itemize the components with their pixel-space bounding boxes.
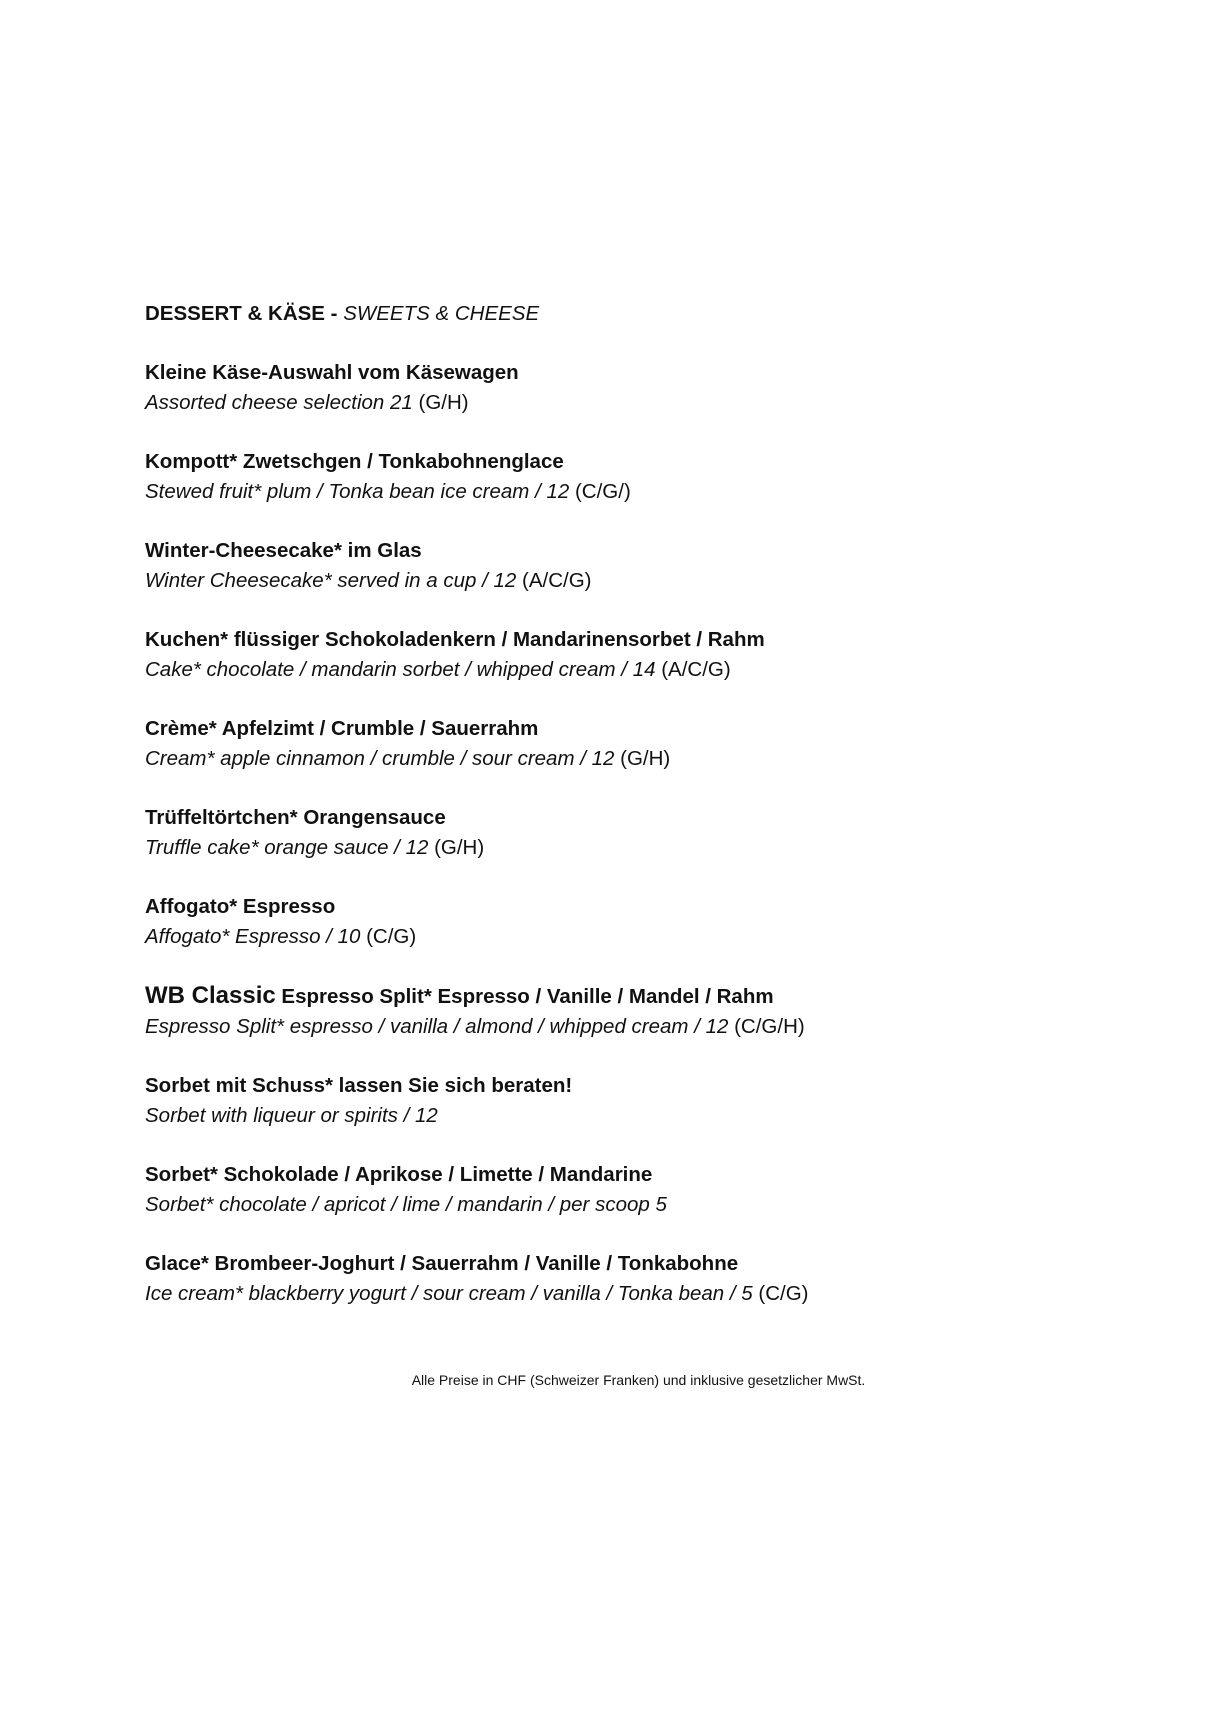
item-title-german: Sorbet mit Schuss* lassen Sie sich beraten!: [145, 1074, 573, 1097]
item-description-text: Sorbet with liqueur or spirits / 12: [145, 1104, 438, 1127]
item-title-text: Espresso Split* Espresso / Vanille / Mandel / Rahm: [275, 985, 774, 1008]
item-allergens: (C/G/H): [728, 1015, 805, 1038]
item-description-english: [145, 388, 1145, 418]
menu-item: [145, 714, 1145, 774]
item-allergens: (A/C/G): [516, 569, 592, 592]
item-title-german: Crème* Apfelzimt / Crumble / Sauerrahm: [145, 717, 539, 740]
item-description-text: Affogato* Espresso / 10: [145, 925, 361, 948]
menu-item: [145, 1160, 1145, 1220]
item-description-english: [145, 744, 1145, 774]
menu-item-classic: [145, 981, 1145, 1042]
item-description-english: [145, 1279, 1145, 1309]
item-title-german: Affogato* Espresso: [145, 895, 336, 918]
item-allergens: (A/C/G): [655, 658, 731, 681]
item-title-german: Glace* Brombeer-Joghurt / Sauerrahm / Vanille / Tonkabohne: [145, 1252, 739, 1275]
item-title-german: Kleine Käse-Auswahl vom Käsewagen: [145, 361, 519, 384]
item-description-english: [145, 1101, 1145, 1131]
item-description-text: Espresso Split* espresso / vanilla / almond / whipped cream / 12: [145, 1015, 729, 1038]
item-description-english: [145, 477, 1145, 507]
item-title-german: Winter-Cheesecake* im Glas: [145, 539, 422, 562]
item-description-english: [145, 566, 1145, 596]
item-title-german: [145, 981, 1145, 1012]
item-allergens: (C/G/): [569, 480, 631, 503]
item-description-english: [145, 922, 1145, 952]
item-description-text: Stewed fruit* plum / Tonka bean ice cream / 12: [145, 480, 570, 503]
classic-label: WB Classic: [145, 982, 276, 1009]
item-allergens: (C/G): [752, 1282, 809, 1305]
item-description-text: Cake* chocolate / mandarin sorbet / whipped cream / 14: [145, 658, 656, 681]
item-description-text: Ice cream* blackberry yogurt / sour cream / vanilla / Tonka bean / 5: [145, 1282, 753, 1305]
item-description-text: Truffle cake* orange sauce / 12: [145, 836, 429, 859]
menu-item: [145, 625, 1145, 685]
menu-item: [145, 1071, 1145, 1131]
item-allergens: (G/H): [428, 836, 485, 859]
price-note: Alle Preise in CHF (Schweizer Franken) und inklusive gesetzlicher MwSt.: [411, 1372, 866, 1388]
heading-german: DESSERT & KÄSE: [145, 302, 325, 325]
menu-item: [145, 1249, 1145, 1309]
menu-page: [145, 298, 1145, 1338]
menu-item: [145, 358, 1145, 418]
item-allergens: (C/G): [360, 925, 417, 948]
item-allergens: (G/H): [614, 747, 671, 770]
item-description-text: Cream* apple cinnamon / crumble / sour cream / 12: [145, 747, 615, 770]
item-description-english: [145, 833, 1145, 863]
item-description-text: Sorbet* chocolate / apricot / lime / mandarin / per scoop 5: [145, 1193, 667, 1216]
heading-separator: -: [324, 302, 344, 325]
menu-item: [145, 536, 1145, 596]
item-description-text: Assorted cheese selection 21: [145, 391, 413, 414]
item-title-german: Kuchen* flüssiger Schokoladenkern / Mandarinensorbet / Rahm: [145, 628, 765, 651]
item-title-german: Sorbet* Schokolade / Aprikose / Limette / Mandarine: [145, 1163, 653, 1186]
item-title-german: Trüffeltörtchen* Orangensauce: [145, 806, 446, 829]
menu-item: [145, 892, 1145, 952]
item-description-text: Winter Cheesecake* served in a cup / 12: [145, 569, 517, 592]
item-description-english: [145, 1190, 1145, 1220]
heading-english: SWEETS & CHEESE: [343, 302, 540, 325]
item-allergens: (G/H): [412, 391, 469, 414]
menu-item: [145, 447, 1145, 507]
section-heading: [145, 298, 1145, 330]
item-description-english: [145, 1012, 1145, 1042]
item-description-english: [145, 655, 1145, 685]
item-title-german: Kompott* Zwetschgen / Tonkabohnenglace: [145, 450, 564, 473]
menu-item: [145, 803, 1145, 863]
